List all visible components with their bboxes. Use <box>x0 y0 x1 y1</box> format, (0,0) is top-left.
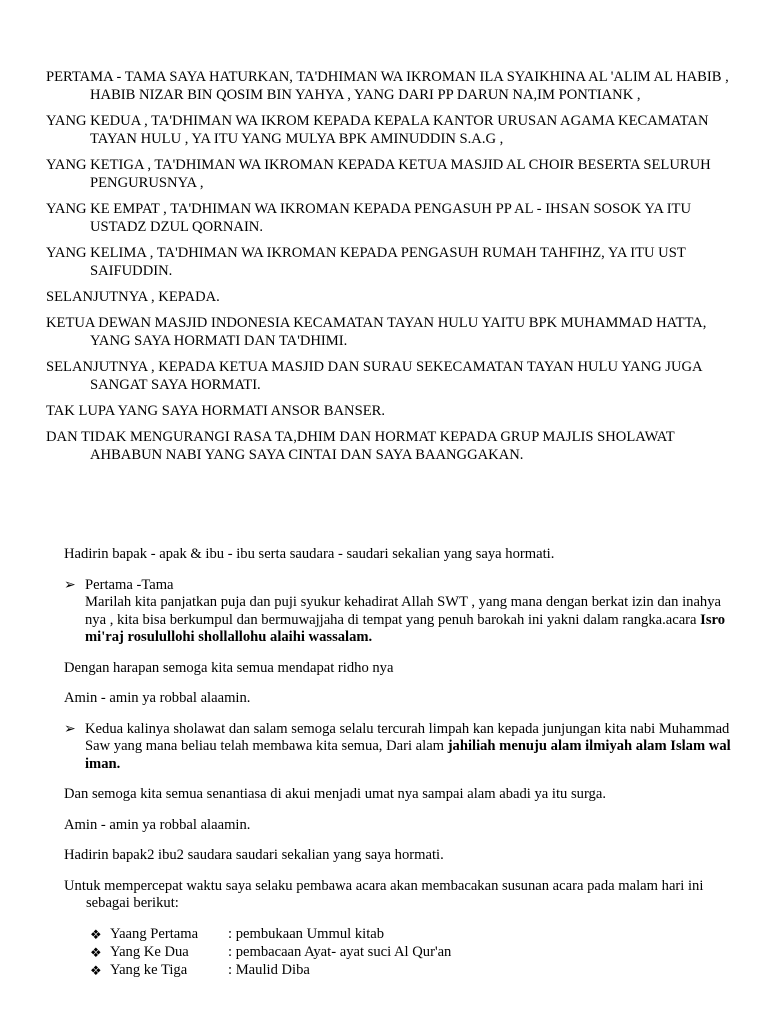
speech-body <box>64 546 744 980</box>
agenda-item-label: Yang ke Tiga <box>110 961 188 978</box>
diamond-bullet-icon: ❖ <box>90 944 102 960</box>
salutation-paragraph: SELANJUTNYA , KEPADA. <box>46 289 220 305</box>
amin-line: Amin - amin ya robbal alaamin. <box>64 816 251 833</box>
salutation-paragraph: YANG KETIGA , TA'DHIMAN WA IKROMAN KEPADA KETUA MASJID AL CHOIR BESERTA SELURUH PENGURUSNYA , <box>46 157 711 191</box>
point-second <box>64 721 744 774</box>
diamond-bullet-icon: ❖ <box>90 962 102 978</box>
agenda-item-label: Yang Ke Dua <box>110 943 189 960</box>
amin-line: Amin - amin ya robbal alaamin. <box>64 690 251 706</box>
agenda-item-value: : pembacaan Ayat- ayat suci Al Qur'an <box>228 943 452 960</box>
agenda-intro: Untuk mempercepat waktu saya selaku pembawa acara akan membacakan susunan acara pada malam hari ini sebagai berikut: <box>64 877 704 911</box>
arrow-bullet-icon: ➢ <box>64 721 76 737</box>
salutation-paragraph: YANG KELIMA , TA'DHIMAN WA IKROMAN KEPADA PENGASUH RUMAH TAHFIHZ, YA ITU UST SAIFUDDIN. <box>46 245 686 279</box>
prayer-line: Dan semoga kita semua senantiasa di akui menjadi umat nya sampai alam abadi ya itu surga. <box>64 786 606 802</box>
salutation-paragraph: SELANJUTNYA , KEPADA KETUA MASJID DAN SURAU SEKECAMATAN TAYAN HULU YANG JUGA SANGAT SAYA HORMATI. <box>46 359 702 393</box>
point-second-bold: jahiliah menuju alam ilmiyah alam Islam wal iman. <box>85 738 731 772</box>
greeting-line: Hadirin bapak2 ibu2 saudara saudari sekalian yang saya hormati. <box>64 847 444 863</box>
point-first <box>64 577 744 647</box>
agenda-item-value: : pembukaan Ummul kitab <box>228 925 385 942</box>
point-second-text <box>85 721 744 774</box>
hope-line: Dengan harapan semoga kita semua mendapat ridho nya <box>64 659 394 676</box>
point-first-text <box>85 594 744 647</box>
point-first-body: Marilah kita panjatkan puja dan puji syukur kehadirat Allah SWT , yang mana dengan berkat izin dan inahya nya , kita bisa berkumpul dan bermuwajjaha di tempat yang penuh barokah ini yakni dalam rangka.acara <box>85 594 721 628</box>
agenda-item-label: Yaang Pertama <box>110 925 199 942</box>
agenda-item <box>90 944 744 962</box>
salutation-section <box>46 68 746 472</box>
point-second-body: Kedua kalinya sholawat dan salam semoga selalu tercurah limpah kan kepada junjungan kita nabi Muhammad Saw yang mana beliau telah membawa kita semua, Dari alam <box>85 720 730 754</box>
agenda-item <box>90 926 744 944</box>
salutation-paragraph: PERTAMA - TAMA SAYA HATURKAN, TA'DHIMAN WA IKROMAN ILA SYAIKHINA AL 'ALIM AL HABIB , HABIB NIZAR BIN QOSIM BIN YAHYA , YANG DARI PP DARUN NA,IM PONTIANK , <box>46 69 729 103</box>
salutation-paragraph: YANG KE EMPAT , TA'DHIMAN WA IKROMAN KEPADA PENGASUH PP AL - IHSAN SOSOK YA ITU USTADZ DZUL QORNAIN. <box>46 201 692 235</box>
salutation-paragraph: KETUA DEWAN MASJID INDONESIA KECAMATAN TAYAN HULU YAITU BPK MUHAMMAD HATTA, YANG SAYA HORMATI DAN TA'DHIMI. <box>46 315 707 349</box>
agenda-list <box>90 926 744 980</box>
salutation-paragraph: YANG KEDUA , TA'DHIMAN WA IKROM KEPADA KEPALA KANTOR URUSAN AGAMA KECAMATAN TAYAN HULU , YA ITU YANG MULYA BPK AMINUDDIN S.A.G , <box>46 113 709 147</box>
point-first-bold: Isro mi'raj rosulullohi shollallohu alaihi wassalam. <box>85 611 726 645</box>
agenda-item-value: : Maulid Diba <box>228 961 310 978</box>
point-first-heading: Pertama -Tama <box>85 576 174 593</box>
arrow-bullet-icon: ➢ <box>64 577 76 593</box>
opening-greeting: Hadirin bapak - apak & ibu - ibu serta saudara - saudari sekalian yang saya hormati. <box>64 546 555 562</box>
salutation-paragraph: DAN TIDAK MENGURANGI RASA TA,DHIM DAN HORMAT KEPADA GRUP MAJLIS SHOLAWAT AHBABUN NABI YANG SAYA CINTAI DAN SAYA BAANGGAKAN. <box>46 429 675 463</box>
diamond-bullet-icon: ❖ <box>90 926 102 942</box>
salutation-paragraph: TAK LUPA YANG SAYA HORMATI ANSOR BANSER. <box>46 403 386 419</box>
agenda-item <box>90 962 744 980</box>
